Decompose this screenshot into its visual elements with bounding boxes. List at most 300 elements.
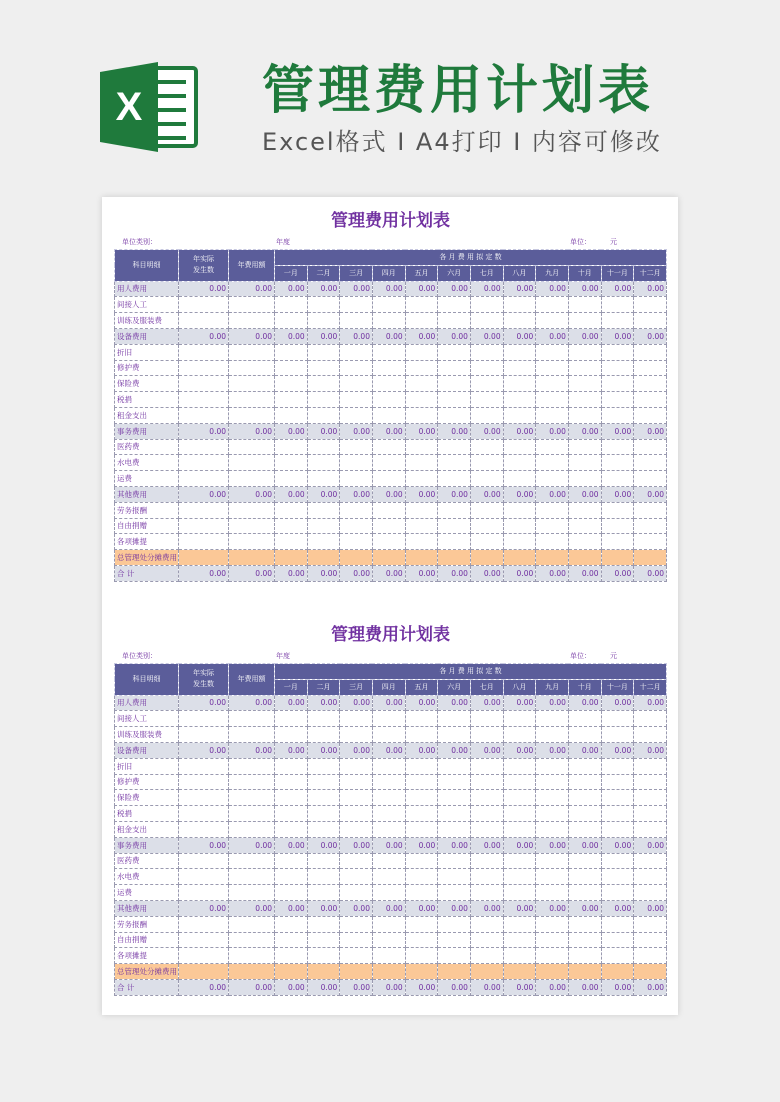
value-cell[interactable] bbox=[470, 344, 503, 360]
value-cell[interactable] bbox=[634, 439, 667, 455]
value-cell[interactable] bbox=[503, 932, 536, 948]
value-cell[interactable] bbox=[601, 471, 634, 487]
value-cell[interactable] bbox=[405, 821, 438, 837]
value-cell[interactable] bbox=[405, 885, 438, 901]
value-cell[interactable] bbox=[438, 360, 471, 376]
value-cell[interactable] bbox=[601, 439, 634, 455]
value-cell[interactable]: 0.00 bbox=[275, 837, 308, 853]
value-cell[interactable] bbox=[568, 407, 601, 423]
value-cell[interactable] bbox=[340, 297, 373, 313]
value-cell[interactable] bbox=[503, 806, 536, 822]
value-cell[interactable] bbox=[503, 821, 536, 837]
value-cell[interactable] bbox=[307, 502, 340, 518]
value-cell[interactable]: 0.00 bbox=[179, 328, 229, 344]
value-cell[interactable] bbox=[634, 790, 667, 806]
value-cell[interactable] bbox=[536, 727, 569, 743]
value-cell[interactable] bbox=[229, 344, 275, 360]
value-cell[interactable] bbox=[405, 439, 438, 455]
value-cell[interactable] bbox=[470, 806, 503, 822]
value-cell[interactable]: 0.00 bbox=[470, 328, 503, 344]
value-cell[interactable] bbox=[405, 344, 438, 360]
value-cell[interactable] bbox=[229, 948, 275, 964]
value-cell[interactable] bbox=[470, 964, 503, 980]
row-label[interactable]: 租金支出 bbox=[115, 821, 179, 837]
value-cell[interactable]: 0.00 bbox=[179, 565, 229, 581]
row-label[interactable]: 事务费用 bbox=[115, 837, 179, 853]
value-cell[interactable] bbox=[229, 821, 275, 837]
value-cell[interactable] bbox=[275, 932, 308, 948]
row-label[interactable]: 用人费用 bbox=[115, 281, 179, 297]
value-cell[interactable] bbox=[438, 853, 471, 869]
value-cell[interactable] bbox=[372, 439, 405, 455]
value-cell[interactable] bbox=[470, 502, 503, 518]
value-cell[interactable]: 0.00 bbox=[536, 742, 569, 758]
row-label[interactable]: 保险费 bbox=[115, 790, 179, 806]
row-label[interactable]: 设备费用 bbox=[115, 742, 179, 758]
value-cell[interactable] bbox=[634, 376, 667, 392]
value-cell[interactable] bbox=[601, 297, 634, 313]
value-cell[interactable] bbox=[568, 727, 601, 743]
value-cell[interactable]: 0.00 bbox=[179, 837, 229, 853]
value-cell[interactable]: 0.00 bbox=[503, 695, 536, 711]
value-cell[interactable] bbox=[275, 711, 308, 727]
value-cell[interactable]: 0.00 bbox=[568, 837, 601, 853]
value-cell[interactable] bbox=[307, 439, 340, 455]
row-label[interactable]: 医药费 bbox=[115, 439, 179, 455]
value-cell[interactable]: 0.00 bbox=[372, 837, 405, 853]
value-cell[interactable] bbox=[372, 806, 405, 822]
value-cell[interactable] bbox=[503, 297, 536, 313]
value-cell[interactable] bbox=[229, 313, 275, 329]
value-cell[interactable]: 0.00 bbox=[405, 837, 438, 853]
value-cell[interactable]: 0.00 bbox=[307, 486, 340, 502]
value-cell[interactable] bbox=[536, 932, 569, 948]
row-label[interactable]: 训练及服装费 bbox=[115, 727, 179, 743]
value-cell[interactable] bbox=[634, 869, 667, 885]
value-cell[interactable] bbox=[372, 869, 405, 885]
value-cell[interactable]: 0.00 bbox=[229, 695, 275, 711]
row-label[interactable]: 劳务报酬 bbox=[115, 916, 179, 932]
row-label[interactable]: 水电费 bbox=[115, 455, 179, 471]
value-cell[interactable] bbox=[568, 964, 601, 980]
value-cell[interactable] bbox=[229, 360, 275, 376]
value-cell[interactable] bbox=[470, 932, 503, 948]
value-cell[interactable] bbox=[275, 948, 308, 964]
value-cell[interactable] bbox=[438, 932, 471, 948]
value-cell[interactable]: 0.00 bbox=[307, 328, 340, 344]
value-cell[interactable]: 0.00 bbox=[340, 423, 373, 439]
value-cell[interactable] bbox=[601, 932, 634, 948]
row-label[interactable]: 总管理处分摊费用 bbox=[115, 964, 179, 980]
value-cell[interactable]: 0.00 bbox=[503, 281, 536, 297]
value-cell[interactable] bbox=[470, 392, 503, 408]
value-cell[interactable]: 0.00 bbox=[503, 979, 536, 995]
value-cell[interactable] bbox=[340, 439, 373, 455]
value-cell[interactable]: 0.00 bbox=[229, 486, 275, 502]
value-cell[interactable] bbox=[229, 774, 275, 790]
value-cell[interactable] bbox=[307, 360, 340, 376]
value-cell[interactable] bbox=[307, 964, 340, 980]
value-cell[interactable]: 0.00 bbox=[438, 900, 471, 916]
value-cell[interactable] bbox=[438, 727, 471, 743]
value-cell[interactable] bbox=[372, 392, 405, 408]
value-cell[interactable] bbox=[405, 502, 438, 518]
value-cell[interactable] bbox=[438, 774, 471, 790]
value-cell[interactable] bbox=[536, 502, 569, 518]
value-cell[interactable] bbox=[536, 774, 569, 790]
value-cell[interactable] bbox=[179, 758, 229, 774]
value-cell[interactable] bbox=[229, 790, 275, 806]
value-cell[interactable] bbox=[275, 313, 308, 329]
value-cell[interactable] bbox=[536, 964, 569, 980]
value-cell[interactable] bbox=[307, 758, 340, 774]
value-cell[interactable]: 0.00 bbox=[307, 423, 340, 439]
value-cell[interactable]: 0.00 bbox=[275, 695, 308, 711]
value-cell[interactable] bbox=[536, 518, 569, 534]
value-cell[interactable]: 0.00 bbox=[405, 423, 438, 439]
value-cell[interactable] bbox=[568, 806, 601, 822]
value-cell[interactable] bbox=[275, 727, 308, 743]
value-cell[interactable] bbox=[568, 885, 601, 901]
value-cell[interactable] bbox=[568, 550, 601, 566]
value-cell[interactable] bbox=[503, 948, 536, 964]
value-cell[interactable] bbox=[179, 360, 229, 376]
value-cell[interactable] bbox=[229, 518, 275, 534]
value-cell[interactable] bbox=[372, 821, 405, 837]
value-cell[interactable] bbox=[470, 313, 503, 329]
value-cell[interactable] bbox=[634, 471, 667, 487]
value-cell[interactable]: 0.00 bbox=[307, 281, 340, 297]
value-cell[interactable]: 0.00 bbox=[438, 423, 471, 439]
value-cell[interactable] bbox=[179, 964, 229, 980]
value-cell[interactable] bbox=[503, 964, 536, 980]
value-cell[interactable] bbox=[229, 964, 275, 980]
value-cell[interactable]: 0.00 bbox=[470, 979, 503, 995]
value-cell[interactable] bbox=[568, 455, 601, 471]
value-cell[interactable] bbox=[568, 869, 601, 885]
row-label[interactable]: 训练及服装费 bbox=[115, 313, 179, 329]
value-cell[interactable]: 0.00 bbox=[372, 900, 405, 916]
value-cell[interactable] bbox=[229, 376, 275, 392]
value-cell[interactable] bbox=[340, 376, 373, 392]
value-cell[interactable]: 0.00 bbox=[568, 423, 601, 439]
value-cell[interactable] bbox=[372, 550, 405, 566]
value-cell[interactable]: 0.00 bbox=[229, 423, 275, 439]
value-cell[interactable]: 0.00 bbox=[568, 281, 601, 297]
value-cell[interactable] bbox=[438, 376, 471, 392]
value-cell[interactable] bbox=[405, 518, 438, 534]
value-cell[interactable] bbox=[568, 518, 601, 534]
value-cell[interactable] bbox=[438, 964, 471, 980]
value-cell[interactable]: 0.00 bbox=[275, 979, 308, 995]
value-cell[interactable]: 0.00 bbox=[229, 900, 275, 916]
value-cell[interactable] bbox=[568, 711, 601, 727]
value-cell[interactable] bbox=[372, 344, 405, 360]
value-cell[interactable] bbox=[634, 455, 667, 471]
value-cell[interactable] bbox=[275, 916, 308, 932]
row-label[interactable]: 税捐 bbox=[115, 392, 179, 408]
value-cell[interactable] bbox=[568, 821, 601, 837]
value-cell[interactable] bbox=[179, 806, 229, 822]
value-cell[interactable]: 0.00 bbox=[179, 486, 229, 502]
value-cell[interactable]: 0.00 bbox=[503, 486, 536, 502]
value-cell[interactable] bbox=[405, 948, 438, 964]
value-cell[interactable] bbox=[438, 518, 471, 534]
value-cell[interactable] bbox=[536, 948, 569, 964]
value-cell[interactable] bbox=[503, 313, 536, 329]
value-cell[interactable] bbox=[536, 439, 569, 455]
value-cell[interactable]: 0.00 bbox=[372, 281, 405, 297]
value-cell[interactable] bbox=[372, 455, 405, 471]
value-cell[interactable] bbox=[372, 885, 405, 901]
value-cell[interactable] bbox=[179, 916, 229, 932]
value-cell[interactable]: 0.00 bbox=[536, 486, 569, 502]
value-cell[interactable] bbox=[438, 758, 471, 774]
value-cell[interactable] bbox=[275, 344, 308, 360]
value-cell[interactable]: 0.00 bbox=[229, 565, 275, 581]
value-cell[interactable] bbox=[438, 455, 471, 471]
value-cell[interactable] bbox=[438, 297, 471, 313]
value-cell[interactable]: 0.00 bbox=[275, 486, 308, 502]
row-label[interactable]: 保险费 bbox=[115, 376, 179, 392]
value-cell[interactable]: 0.00 bbox=[405, 281, 438, 297]
value-cell[interactable] bbox=[340, 550, 373, 566]
value-cell[interactable] bbox=[568, 758, 601, 774]
value-cell[interactable] bbox=[601, 360, 634, 376]
value-cell[interactable] bbox=[275, 502, 308, 518]
value-cell[interactable] bbox=[275, 550, 308, 566]
value-cell[interactable] bbox=[568, 916, 601, 932]
value-cell[interactable] bbox=[307, 313, 340, 329]
value-cell[interactable]: 0.00 bbox=[372, 423, 405, 439]
value-cell[interactable] bbox=[536, 885, 569, 901]
value-cell[interactable] bbox=[568, 948, 601, 964]
value-cell[interactable] bbox=[340, 853, 373, 869]
value-cell[interactable]: 0.00 bbox=[372, 565, 405, 581]
value-cell[interactable]: 0.00 bbox=[307, 837, 340, 853]
value-cell[interactable] bbox=[372, 790, 405, 806]
value-cell[interactable] bbox=[470, 376, 503, 392]
value-cell[interactable]: 0.00 bbox=[568, 565, 601, 581]
value-cell[interactable]: 0.00 bbox=[536, 900, 569, 916]
value-cell[interactable] bbox=[179, 774, 229, 790]
row-label[interactable]: 医药费 bbox=[115, 853, 179, 869]
value-cell[interactable]: 0.00 bbox=[601, 979, 634, 995]
value-cell[interactable] bbox=[372, 916, 405, 932]
value-cell[interactable]: 0.00 bbox=[536, 695, 569, 711]
value-cell[interactable] bbox=[470, 550, 503, 566]
value-cell[interactable] bbox=[568, 502, 601, 518]
value-cell[interactable]: 0.00 bbox=[568, 328, 601, 344]
value-cell[interactable] bbox=[470, 774, 503, 790]
row-label[interactable]: 合 计 bbox=[115, 979, 179, 995]
value-cell[interactable] bbox=[536, 313, 569, 329]
row-label[interactable]: 其他费用 bbox=[115, 486, 179, 502]
value-cell[interactable] bbox=[601, 407, 634, 423]
value-cell[interactable]: 0.00 bbox=[405, 328, 438, 344]
value-cell[interactable] bbox=[470, 360, 503, 376]
value-cell[interactable] bbox=[179, 297, 229, 313]
value-cell[interactable] bbox=[340, 821, 373, 837]
value-cell[interactable] bbox=[372, 297, 405, 313]
value-cell[interactable] bbox=[372, 727, 405, 743]
value-cell[interactable] bbox=[568, 376, 601, 392]
value-cell[interactable] bbox=[307, 534, 340, 550]
value-cell[interactable] bbox=[503, 344, 536, 360]
value-cell[interactable] bbox=[536, 806, 569, 822]
value-cell[interactable] bbox=[536, 821, 569, 837]
value-cell[interactable] bbox=[405, 932, 438, 948]
value-cell[interactable]: 0.00 bbox=[634, 281, 667, 297]
row-label[interactable]: 各项摊提 bbox=[115, 534, 179, 550]
value-cell[interactable] bbox=[438, 948, 471, 964]
value-cell[interactable] bbox=[307, 297, 340, 313]
value-cell[interactable]: 0.00 bbox=[405, 979, 438, 995]
value-cell[interactable] bbox=[470, 518, 503, 534]
value-cell[interactable] bbox=[307, 711, 340, 727]
value-cell[interactable] bbox=[229, 534, 275, 550]
value-cell[interactable]: 0.00 bbox=[601, 281, 634, 297]
value-cell[interactable] bbox=[229, 711, 275, 727]
value-cell[interactable]: 0.00 bbox=[470, 837, 503, 853]
value-cell[interactable] bbox=[470, 916, 503, 932]
value-cell[interactable] bbox=[536, 455, 569, 471]
row-label[interactable]: 其他费用 bbox=[115, 900, 179, 916]
value-cell[interactable] bbox=[503, 711, 536, 727]
value-cell[interactable] bbox=[307, 948, 340, 964]
value-cell[interactable] bbox=[340, 344, 373, 360]
value-cell[interactable] bbox=[340, 502, 373, 518]
value-cell[interactable]: 0.00 bbox=[470, 423, 503, 439]
value-cell[interactable] bbox=[601, 821, 634, 837]
row-label[interactable]: 间接人工 bbox=[115, 711, 179, 727]
value-cell[interactable] bbox=[568, 439, 601, 455]
value-cell[interactable]: 0.00 bbox=[438, 486, 471, 502]
value-cell[interactable] bbox=[275, 821, 308, 837]
value-cell[interactable] bbox=[470, 439, 503, 455]
value-cell[interactable] bbox=[470, 534, 503, 550]
value-cell[interactable] bbox=[568, 932, 601, 948]
value-cell[interactable]: 0.00 bbox=[634, 979, 667, 995]
value-cell[interactable] bbox=[372, 932, 405, 948]
value-cell[interactable] bbox=[568, 392, 601, 408]
value-cell[interactable] bbox=[229, 392, 275, 408]
value-cell[interactable]: 0.00 bbox=[229, 837, 275, 853]
value-cell[interactable] bbox=[503, 407, 536, 423]
value-cell[interactable] bbox=[372, 853, 405, 869]
value-cell[interactable] bbox=[405, 407, 438, 423]
value-cell[interactable] bbox=[275, 885, 308, 901]
value-cell[interactable]: 0.00 bbox=[372, 328, 405, 344]
value-cell[interactable] bbox=[438, 471, 471, 487]
value-cell[interactable] bbox=[307, 550, 340, 566]
value-cell[interactable] bbox=[307, 885, 340, 901]
value-cell[interactable]: 0.00 bbox=[405, 742, 438, 758]
value-cell[interactable] bbox=[601, 392, 634, 408]
value-cell[interactable] bbox=[372, 758, 405, 774]
value-cell[interactable] bbox=[438, 550, 471, 566]
value-cell[interactable] bbox=[634, 932, 667, 948]
value-cell[interactable] bbox=[405, 455, 438, 471]
value-cell[interactable] bbox=[275, 853, 308, 869]
value-cell[interactable] bbox=[634, 518, 667, 534]
value-cell[interactable]: 0.00 bbox=[601, 837, 634, 853]
value-cell[interactable]: 0.00 bbox=[634, 837, 667, 853]
value-cell[interactable] bbox=[503, 360, 536, 376]
value-cell[interactable] bbox=[503, 471, 536, 487]
value-cell[interactable] bbox=[601, 711, 634, 727]
value-cell[interactable]: 0.00 bbox=[634, 486, 667, 502]
value-cell[interactable] bbox=[340, 758, 373, 774]
value-cell[interactable] bbox=[470, 869, 503, 885]
value-cell[interactable]: 0.00 bbox=[179, 695, 229, 711]
value-cell[interactable] bbox=[503, 376, 536, 392]
value-cell[interactable]: 0.00 bbox=[372, 742, 405, 758]
value-cell[interactable] bbox=[536, 711, 569, 727]
value-cell[interactable] bbox=[179, 376, 229, 392]
row-label[interactable]: 修护费 bbox=[115, 360, 179, 376]
value-cell[interactable] bbox=[307, 518, 340, 534]
value-cell[interactable] bbox=[634, 821, 667, 837]
value-cell[interactable] bbox=[405, 869, 438, 885]
value-cell[interactable] bbox=[601, 948, 634, 964]
value-cell[interactable] bbox=[568, 297, 601, 313]
value-cell[interactable] bbox=[536, 376, 569, 392]
value-cell[interactable] bbox=[340, 869, 373, 885]
value-cell[interactable]: 0.00 bbox=[601, 486, 634, 502]
value-cell[interactable] bbox=[634, 758, 667, 774]
value-cell[interactable] bbox=[634, 502, 667, 518]
value-cell[interactable] bbox=[503, 869, 536, 885]
value-cell[interactable] bbox=[307, 916, 340, 932]
value-cell[interactable] bbox=[601, 534, 634, 550]
value-cell[interactable] bbox=[275, 392, 308, 408]
value-cell[interactable] bbox=[405, 916, 438, 932]
value-cell[interactable] bbox=[179, 711, 229, 727]
value-cell[interactable] bbox=[372, 407, 405, 423]
value-cell[interactable] bbox=[634, 964, 667, 980]
value-cell[interactable] bbox=[372, 774, 405, 790]
value-cell[interactable] bbox=[229, 502, 275, 518]
value-cell[interactable] bbox=[275, 471, 308, 487]
value-cell[interactable] bbox=[372, 711, 405, 727]
value-cell[interactable] bbox=[601, 502, 634, 518]
value-cell[interactable] bbox=[601, 885, 634, 901]
value-cell[interactable]: 0.00 bbox=[275, 423, 308, 439]
value-cell[interactable]: 0.00 bbox=[372, 486, 405, 502]
value-cell[interactable]: 0.00 bbox=[601, 423, 634, 439]
value-cell[interactable] bbox=[229, 758, 275, 774]
value-cell[interactable] bbox=[229, 869, 275, 885]
row-label[interactable]: 间接人工 bbox=[115, 297, 179, 313]
value-cell[interactable] bbox=[340, 407, 373, 423]
value-cell[interactable]: 0.00 bbox=[601, 900, 634, 916]
value-cell[interactable] bbox=[438, 885, 471, 901]
value-cell[interactable]: 0.00 bbox=[307, 979, 340, 995]
value-cell[interactable] bbox=[503, 502, 536, 518]
value-cell[interactable]: 0.00 bbox=[568, 979, 601, 995]
value-cell[interactable] bbox=[179, 407, 229, 423]
value-cell[interactable] bbox=[307, 806, 340, 822]
value-cell[interactable] bbox=[275, 534, 308, 550]
value-cell[interactable] bbox=[275, 774, 308, 790]
value-cell[interactable]: 0.00 bbox=[229, 742, 275, 758]
value-cell[interactable] bbox=[634, 711, 667, 727]
value-cell[interactable] bbox=[438, 392, 471, 408]
value-cell[interactable] bbox=[634, 550, 667, 566]
value-cell[interactable] bbox=[536, 360, 569, 376]
value-cell[interactable] bbox=[405, 471, 438, 487]
